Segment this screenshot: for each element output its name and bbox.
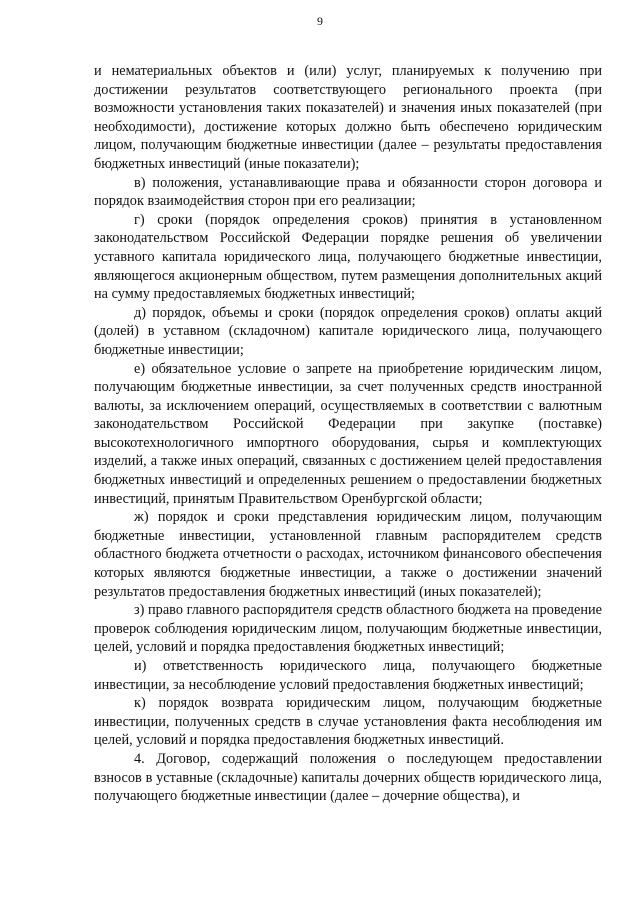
paragraph-item-k: к) порядок возврата юридическим лицом, получающим бюджетные инвестиции, полученных средств в случае установления факта несоблюдения им целей, условий и порядка предоставления бюджетных инвестиций. <box>94 695 602 749</box>
paragraph-item-g: г) сроки (порядок определения сроков) принятия в установленном законодательством Российской Федерации порядке решения об увеличении уставного капитала юридического лица, получающего бюджетные инвестиции, являющегося акционерным обществом, путем размещения дополнительных акций на сумму предоставляемых бюджетных инвестиций; <box>94 211 602 303</box>
paragraph-item-z: з) право главного распорядителя средств областного бюджета на проведение проверок соблюдения юридическим лицом, получающим бюджетные инвестиции, целей, условий и порядка предоставления бюджетных инвестиций; <box>94 602 602 656</box>
paragraph-continuation: и нематериальных объектов и (или) услуг, планируемых к получению при достижении результатов соответствующего регионального проекта (при возможности установления таких показателей) и значения иных показателей (при необходимости), достижение которых должно быть обеспечено юридическим лицом, получающим бюджетные инвестиции (далее – результаты предоставления бюджетных инвестиций (иные показатели); <box>94 63 602 172</box>
page-number: 9 <box>317 14 323 28</box>
paragraph-item-zh: ж) порядок и сроки представления юридическим лицом, получающим бюджетные инвестиции, установленной главным распорядителем средств областного бюджета отчетности о расходах, источником финансового обеспечения которых являются бюджетные инвестиции, а также о достижении значений результатов предоставления бюджетных инвестиций (иных показателей); <box>94 509 602 600</box>
document-body <box>94 62 602 806</box>
paragraph-item-v: в) положения, устанавливающие права и обязанности сторон договора и порядок взаимодействия сторон при его реализации; <box>94 174 602 210</box>
paragraph-item-d: д) порядок, объемы и сроки (порядок определения сроков) оплаты акций (долей) в уставном (складочном) капитале юридического лица, получающего бюджетные инвестиции; <box>94 304 602 358</box>
paragraph-item-i: и) ответственность юридического лица, получающего бюджетные инвестиции, за несоблюдение условий предоставления бюджетных инвестиций; <box>94 658 602 693</box>
paragraph-item-e: е) обязательное условие о запрете на приобретение юридическим лицом, получающим бюджетные инвестиции, за счет полученных средств иностранной валюты, за исключением операций, осуществляемых в соответствии с валютным законодательством Российской Федерации при закупке (поставке) высокотехнологичного импортного оборудования, сырья и комплектующих изделий, а также иных операций, связанных с достижением целей предоставления бюджетных инвестиций и определенных решением о предоставлении бюджетных инвестиций, принятым Правительством Оренбургской области; <box>94 360 602 507</box>
paragraph-section-4: 4. Договор, содержащий положения о последующем предоставлении взносов в уставные (складочные) капиталы дочерних обществ юридического лица, получающего бюджетные инвестиции (далее – дочерние общества), и <box>94 750 602 805</box>
